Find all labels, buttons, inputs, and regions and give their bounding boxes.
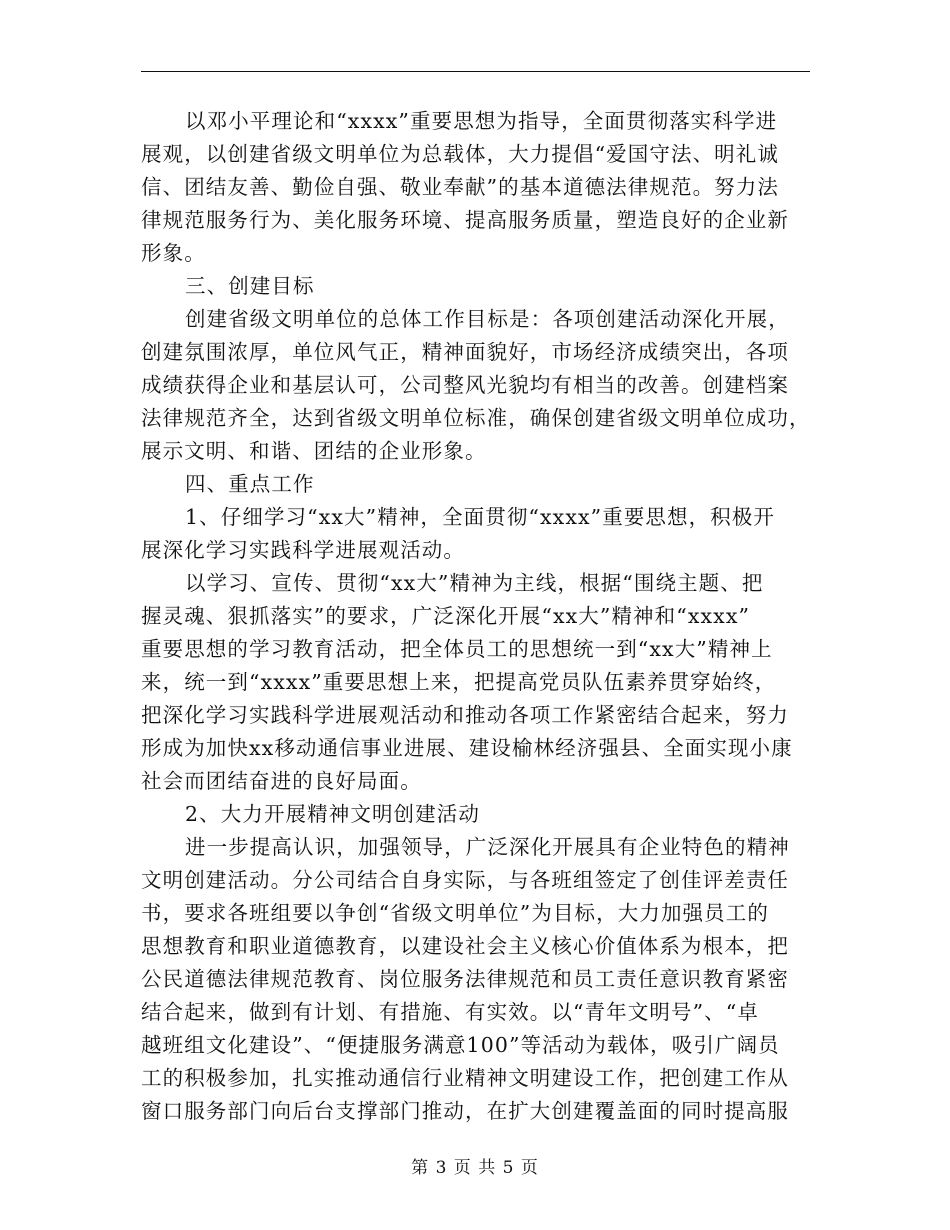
paragraph-line: 重要思想的学习教育活动，把全体员工的思想统一到“xx大”精神上 (141, 637, 773, 661)
paragraph-line: 社会而团结奋进的良好局面。 (141, 769, 422, 793)
paragraph-line: 文明创建活动。分公司结合自身实际，与各班组签定了创佳评差责任 (141, 868, 789, 892)
header-rule (141, 71, 810, 72)
paragraph-line: 以邓小平理论和“xxxx”重要思想为指导，全面贯彻落实科学进 (185, 109, 778, 133)
page-number-footer: 第 3 页 共 5 页 (411, 1158, 539, 1178)
subsection-heading: 展深化学习实践科学进展观活动。 (141, 538, 465, 562)
paragraph-line: 展示文明、和谐、团结的企业形象。 (141, 439, 487, 463)
paragraph-line: 来，统一到“xxxx”重要思想上来，把提高党员队伍素养贯穿始终， (141, 670, 777, 694)
paragraph-line: 窗口服务部门向后台支撑部门推动，在扩大创建覆盖面的同时提高服 (141, 1099, 789, 1123)
paragraph-line: 法律规范齐全，达到省级文明单位标准，确保创建省级文明单位成功， (141, 406, 811, 430)
paragraph-line: 创建氛围浓厚，单位风气正，精神面貌好，市场经济成绩突出，各项 (141, 340, 789, 364)
paragraph-line: 成绩获得企业和基层认可，公司整风光貌均有相当的改善。创建档案 (141, 373, 789, 397)
paragraph-line: 书，要求各班组要以争创“省级文明单位”为目标，大力加强员工的 (141, 901, 769, 925)
section-heading: 四、重点工作 (185, 472, 315, 496)
paragraph-line: 思想教育和职业道德教育，以建设社会主义核心价值体系为根本，把 (141, 934, 789, 958)
paragraph-line: 展观，以创建省级文明单位为总载体，大力提倡“爱国守法、明礼诚 (141, 142, 779, 166)
paragraph-line: 握灵魂、狠抓落实”的要求，广泛深化开展“xx大”精神和“xxxx” (141, 604, 751, 628)
paragraph-line: 公民道德法律规范教育、岗位服务法律规范和员工责任意识教育紧密 (141, 967, 789, 991)
paragraph-line: 把深化学习实践科学进展观活动和推动各项工作紧密结合起来，努力 (141, 703, 789, 727)
paragraph-line: 越班组文化建设”、“便捷服务满意100”等活动为载体，吸引广阔员 (141, 1033, 780, 1057)
paragraph-line: 工的积极参加，扎实推动通信行业精神文明建设工作，把创建工作从 (141, 1066, 789, 1090)
paragraph-line: 信、团结友善、勤俭自强、敬业奉献”的基本道德法律规范。努力法 (141, 175, 779, 199)
paragraph-line: 律规范服务行为、美化服务环境、提高服务质量，塑造良好的企业新 (141, 208, 789, 232)
paragraph-line: 形成为加快xx移动通信事业进展、建设榆林经济强县、全面实现小康 (141, 736, 793, 760)
paragraph-line: 结合起来，做到有计划、有措施、有实效。以“青年文明号”、“卓 (141, 1000, 759, 1024)
subsection-heading: 2、大力开展精神文明创建活动 (185, 802, 480, 826)
body-text (141, 105, 811, 1128)
paragraph-line: 创建省级文明单位的总体工作目标是：各项创建活动深化开展， (185, 307, 790, 331)
paragraph-line: 以学习、宣传、贯彻“xx大”精神为主线，根据“围绕主题、把 (185, 571, 764, 595)
section-heading: 三、创建目标 (185, 274, 315, 298)
paragraph-line: 形象。 (141, 241, 206, 265)
paragraph-line: 进一步提高认识，加强领导，广泛深化开展具有企业特色的精神 (185, 835, 790, 859)
subsection-heading: 1、仔细学习“xx大”精神，全面贯彻“xxxx”重要思想，积极开 (185, 505, 776, 529)
